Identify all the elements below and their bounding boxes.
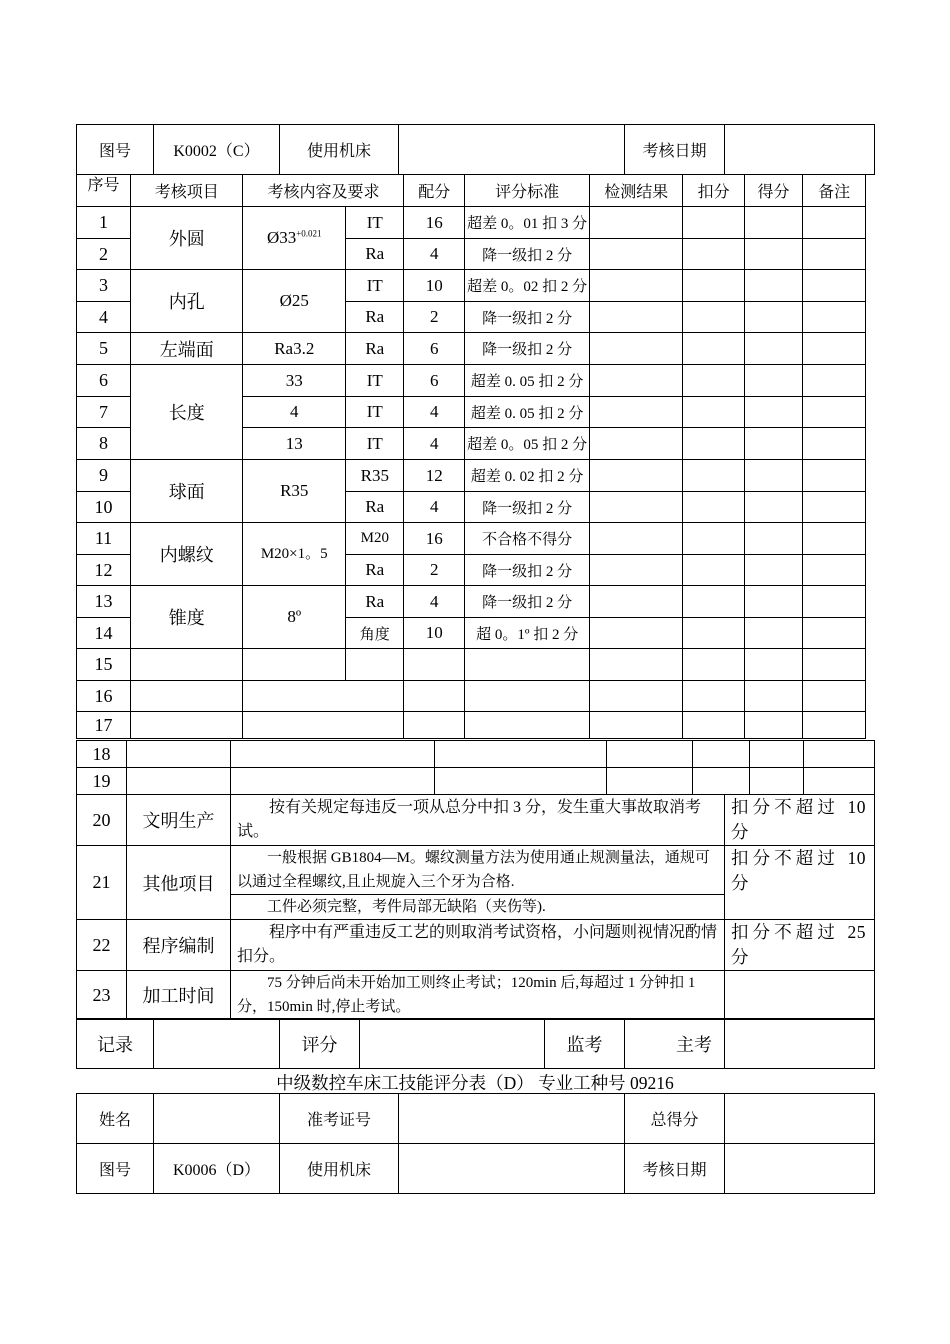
row-type: Ra: [346, 555, 404, 586]
row-standard: 降一级扣 2 分: [464, 239, 589, 270]
drawing-no-label: 图号: [77, 125, 154, 175]
row-no: 6: [77, 365, 131, 397]
row-text: 程序中有严重违反工艺的则取消考试资格，小问题则视情况酌情扣分。: [231, 920, 725, 971]
table-row: [77, 207, 866, 239]
row-result: [590, 207, 683, 239]
total-score-value: [725, 1094, 875, 1144]
row-type: IT: [346, 397, 404, 428]
row-note: 扣分不超过 10 分: [725, 795, 875, 846]
grading-table: [76, 174, 866, 739]
cert-no-value: [399, 1094, 625, 1144]
row-text: 按有关规定每违反一项从总分中扣 3 分，发生重大事故取消考试。: [231, 795, 725, 846]
table-row: [77, 649, 866, 681]
row-points: 12: [404, 460, 465, 492]
row-type: M20: [346, 523, 404, 555]
row-points: 2: [404, 555, 465, 586]
row-no: 22: [77, 920, 127, 971]
next-form-title: 中级数控车床工技能评分表（D） 专业工种号 09216: [276, 1073, 674, 1093]
row-points: 10: [404, 618, 465, 649]
row-standard: 降一级扣 2 分: [464, 302, 589, 333]
row-item: 长度: [131, 365, 243, 460]
drawing-no-value: K0002（C）: [154, 125, 280, 175]
header-table: [76, 124, 875, 175]
table-row: [77, 681, 866, 712]
row-item: 外圆: [131, 207, 243, 270]
row-content: $Ø33^{+0.021}$: [243, 207, 346, 270]
row-type: IT: [346, 207, 404, 239]
machine-value: [399, 1144, 625, 1194]
row-score: [744, 207, 802, 239]
total-score-label: 总得分: [625, 1094, 725, 1144]
examiner-value: [725, 1019, 875, 1069]
row-no: 21: [77, 846, 127, 920]
row-no: 17: [77, 712, 131, 739]
name-label: 姓名: [77, 1094, 154, 1144]
row-no: 13: [77, 586, 131, 618]
row-type: Ra: [346, 239, 404, 270]
table-row: [77, 846, 875, 895]
row-points: 4: [404, 397, 465, 428]
col-header-remark: 备注: [803, 175, 866, 207]
exam-date-value: [725, 1144, 875, 1194]
drawing-no-label: 图号: [77, 1144, 154, 1194]
row-content: 33: [243, 365, 346, 397]
row-no: 12: [77, 555, 131, 586]
row-no: 3: [77, 270, 131, 302]
row-note: [725, 971, 875, 1020]
col-header-item: 考核项目: [131, 175, 243, 207]
table-row: [77, 365, 866, 397]
table-row: [77, 586, 866, 618]
row-item: 文明生产: [127, 795, 231, 846]
col-header-no: 序号: [77, 175, 131, 207]
extra-items-table: [76, 794, 875, 1020]
row-points: 4: [404, 586, 465, 618]
row-item: 加工时间: [127, 971, 231, 1020]
col-header-score: 得分: [744, 175, 802, 207]
row-remark: [803, 207, 866, 239]
exam-date-value: [725, 125, 875, 175]
machine-label: 使用机床: [280, 1144, 399, 1194]
row-content: 4: [243, 397, 346, 428]
row-text: 75 分钟后尚未开始加工则终止考试；120min 后,每超过 1 分钟扣 1 分，150min 时,停止考试。: [231, 971, 725, 1020]
row-points: 16: [404, 207, 465, 239]
score-value: [360, 1019, 545, 1069]
row-no: 7: [77, 397, 131, 428]
row-standard: 超差 0. 05 扣 2 分: [464, 397, 589, 428]
table-row: [77, 768, 875, 795]
row-points: 4: [404, 428, 465, 460]
row-type: Ra: [346, 333, 404, 365]
row-standard: 超差 0. 02 扣 2 分: [464, 460, 589, 492]
row-standard: 超差 0。01 扣 3 分: [464, 207, 589, 239]
row-type: IT: [346, 270, 404, 302]
column-header-row: [77, 175, 866, 207]
row-points: 6: [404, 333, 465, 365]
row-points: 4: [404, 492, 465, 523]
row-no: 4: [77, 302, 131, 333]
row-type: Ra: [346, 492, 404, 523]
row-points: 6: [404, 365, 465, 397]
row-no: 5: [77, 333, 131, 365]
row-type: 角度: [346, 618, 404, 649]
row-item: 内螺纹: [131, 523, 243, 586]
table-row: [77, 460, 866, 492]
table-row: [77, 523, 866, 555]
row-points: 10: [404, 270, 465, 302]
table-row: [77, 920, 875, 971]
drawing-no-value: K0006（D）: [154, 1144, 280, 1194]
row-no: 1: [77, 207, 131, 239]
row-item: 程序编制: [127, 920, 231, 971]
row-no: 9: [77, 460, 131, 492]
exam-date-label: 考核日期: [625, 125, 725, 175]
row-points: 4: [404, 239, 465, 270]
row-no: 14: [77, 618, 131, 649]
row-standard: 降一级扣 2 分: [464, 555, 589, 586]
row-standard: 降一级扣 2 分: [464, 586, 589, 618]
name-value: [154, 1094, 280, 1144]
machine-value: [399, 125, 625, 175]
row-content: 13: [243, 428, 346, 460]
row-no: 23: [77, 971, 127, 1020]
row-item: 锥度: [131, 586, 243, 649]
score-label: 评分: [280, 1019, 360, 1069]
row-type: Ra: [346, 586, 404, 618]
row-points: 16: [404, 523, 465, 555]
row-no: 11: [77, 523, 131, 555]
row-content: R35: [243, 460, 346, 523]
row-standard: 超差 0。05 扣 2 分: [464, 428, 589, 460]
supervisor-label: 监考: [545, 1019, 625, 1069]
row-item: 球面: [131, 460, 243, 523]
row-no: 16: [77, 681, 131, 712]
table-row: [77, 270, 866, 302]
grading-table-lower: [76, 740, 875, 795]
table-row: [77, 795, 875, 846]
row-standard: 不合格不得分: [464, 523, 589, 555]
row-content: 8º: [243, 586, 346, 649]
row-item: 内孔: [131, 270, 243, 333]
col-header-result: 检测结果: [590, 175, 683, 207]
row-deduct: [683, 207, 745, 239]
row-type: IT: [346, 365, 404, 397]
row-content: Ra3.2: [243, 333, 346, 365]
machine-label: 使用机床: [280, 125, 399, 175]
row-item: 左端面: [131, 333, 243, 365]
col-header-standard: 评分标准: [464, 175, 589, 207]
table-row: [77, 971, 875, 1020]
row-no: 20: [77, 795, 127, 846]
row-no: 15: [77, 649, 131, 681]
record-label: 记录: [77, 1019, 154, 1069]
row-note: 扣分不超过 10 分: [725, 846, 875, 920]
row-standard: 降一级扣 2 分: [464, 492, 589, 523]
row-no: 10: [77, 492, 131, 523]
col-header-content: 考核内容及要求: [243, 175, 404, 207]
next-form-header-table: [76, 1093, 875, 1194]
row-standard: 超 0。1º 扣 2 分: [464, 618, 589, 649]
row-note: 扣分不超过 25 分: [725, 920, 875, 971]
row-content: Ø25: [243, 270, 346, 333]
cert-no-label: 准考证号: [280, 1094, 399, 1144]
row-text: 一般根据 GB1804—M。螺纹测量方法为使用通止规测量法，通规可以通过全程螺纹,且止规旋入三个牙为合格.: [231, 846, 725, 895]
row-no: 19: [77, 768, 127, 795]
row-content: M20×1。5: [243, 523, 346, 586]
row-no: 18: [77, 741, 127, 768]
row-type: IT: [346, 428, 404, 460]
table-row: [77, 712, 866, 739]
row-no: 2: [77, 239, 131, 270]
exam-date-label: 考核日期: [625, 1144, 725, 1194]
signature-table: [76, 1018, 875, 1069]
row-type: R35: [346, 460, 404, 492]
row-standard: 超差 0。02 扣 2 分: [464, 270, 589, 302]
row-standard: 超差 0. 05 扣 2 分: [464, 365, 589, 397]
row-text-2: 工件必须完整，考件局部无缺陷（夹伤等).: [231, 895, 725, 920]
col-header-deduct: 扣分: [683, 175, 745, 207]
row-type: Ra: [346, 302, 404, 333]
examiner-label: 主考: [625, 1019, 725, 1069]
row-item: 其他项目: [127, 846, 231, 920]
row-standard: 降一级扣 2 分: [464, 333, 589, 365]
table-row: [77, 741, 875, 768]
row-no: 8: [77, 428, 131, 460]
col-header-points: 配分: [404, 175, 465, 207]
table-row: [77, 333, 866, 365]
row-points: 2: [404, 302, 465, 333]
record-value: [154, 1019, 280, 1069]
